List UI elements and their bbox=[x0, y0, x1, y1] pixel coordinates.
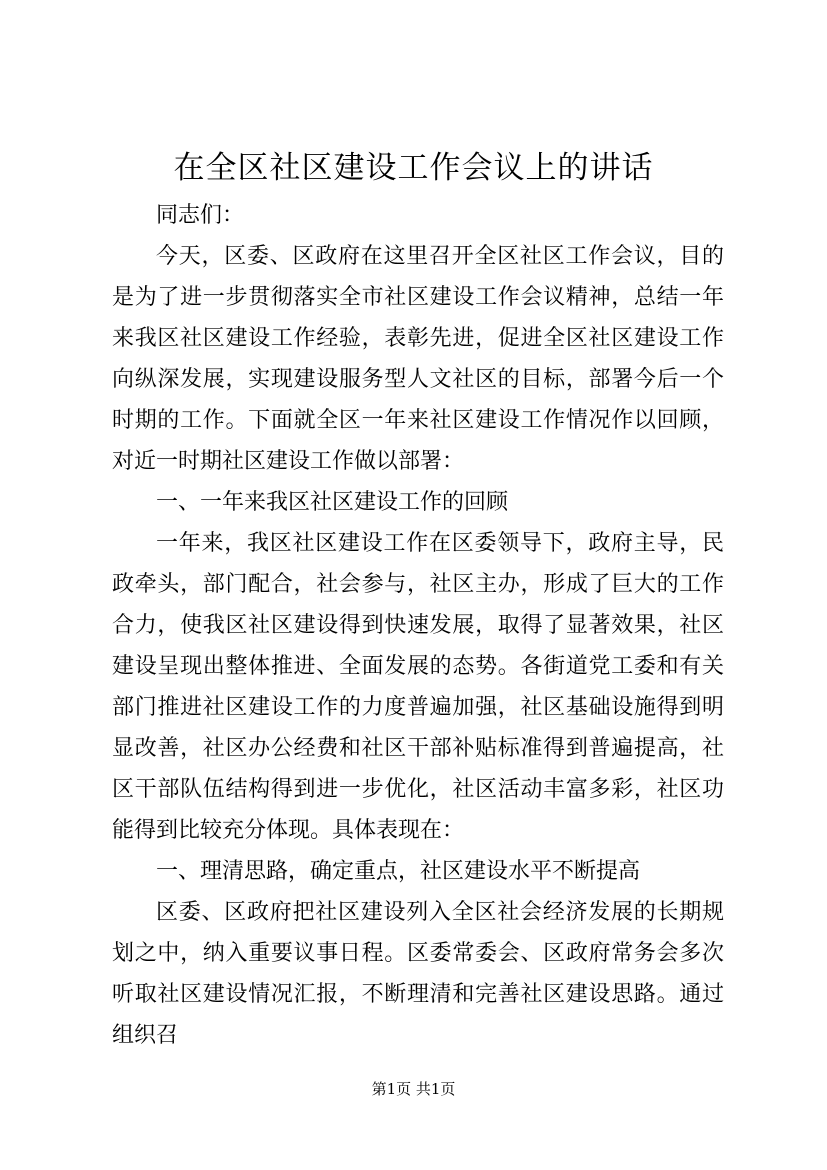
section-heading: 一、一年来我区社区建设工作的回顾 bbox=[156, 490, 509, 515]
subsection-heading: 一、理清思路，确定重点，社区建设水平不断提高 bbox=[156, 859, 641, 884]
document-title: 在全区社区建设工作会议上的讲话 bbox=[173, 150, 654, 186]
body-paragraph: 区委、区政府把社区建设列入全区社会经济发展的长期规划之中，纳入重要议事日程。区委常委会、区政府常务会多次听取社区建设情况汇报，不断理清和完善社区建设思路。通过组织召 bbox=[112, 900, 724, 1048]
salutation-paragraph: 同志们： bbox=[156, 203, 245, 228]
intro-paragraph: 今天，区委、区政府在这里召开全区社区工作会议，目的是为了进一步贯彻落实全市社区建设工作会议精神，总结一年来我区社区建设工作经验，表彰先进，促进全区社区建设工作向纵深发展，实现建设服务型人文社区的目标，部署今后一个时期的工作。下面就全区一年来社区建设工作情况作以回顾，对近一时期社区建设工作做以部署： bbox=[112, 244, 724, 474]
document-body bbox=[112, 195, 724, 1056]
page-footer: 第1页 共1页 bbox=[371, 1080, 456, 1098]
review-paragraph: 一年来，我区社区建设工作在区委领导下，政府主导，民政牵头，部门配合，社会参与，社区主办，形成了巨大的工作合力，使我区社区建设得到快速发展，取得了显著效果，社区建设呈现出整体推进、全面发展的态势。各街道党工委和有关部门推进社区建设工作的力度普遍加强，社区基础设施得到明显改善，社区办公经费和社区干部补贴标准得到普遍提高，社区干部队伍结构得到进一步优化，社区活动丰富多彩，社区功能得到比较充分体现。具体表现在： bbox=[112, 531, 724, 843]
